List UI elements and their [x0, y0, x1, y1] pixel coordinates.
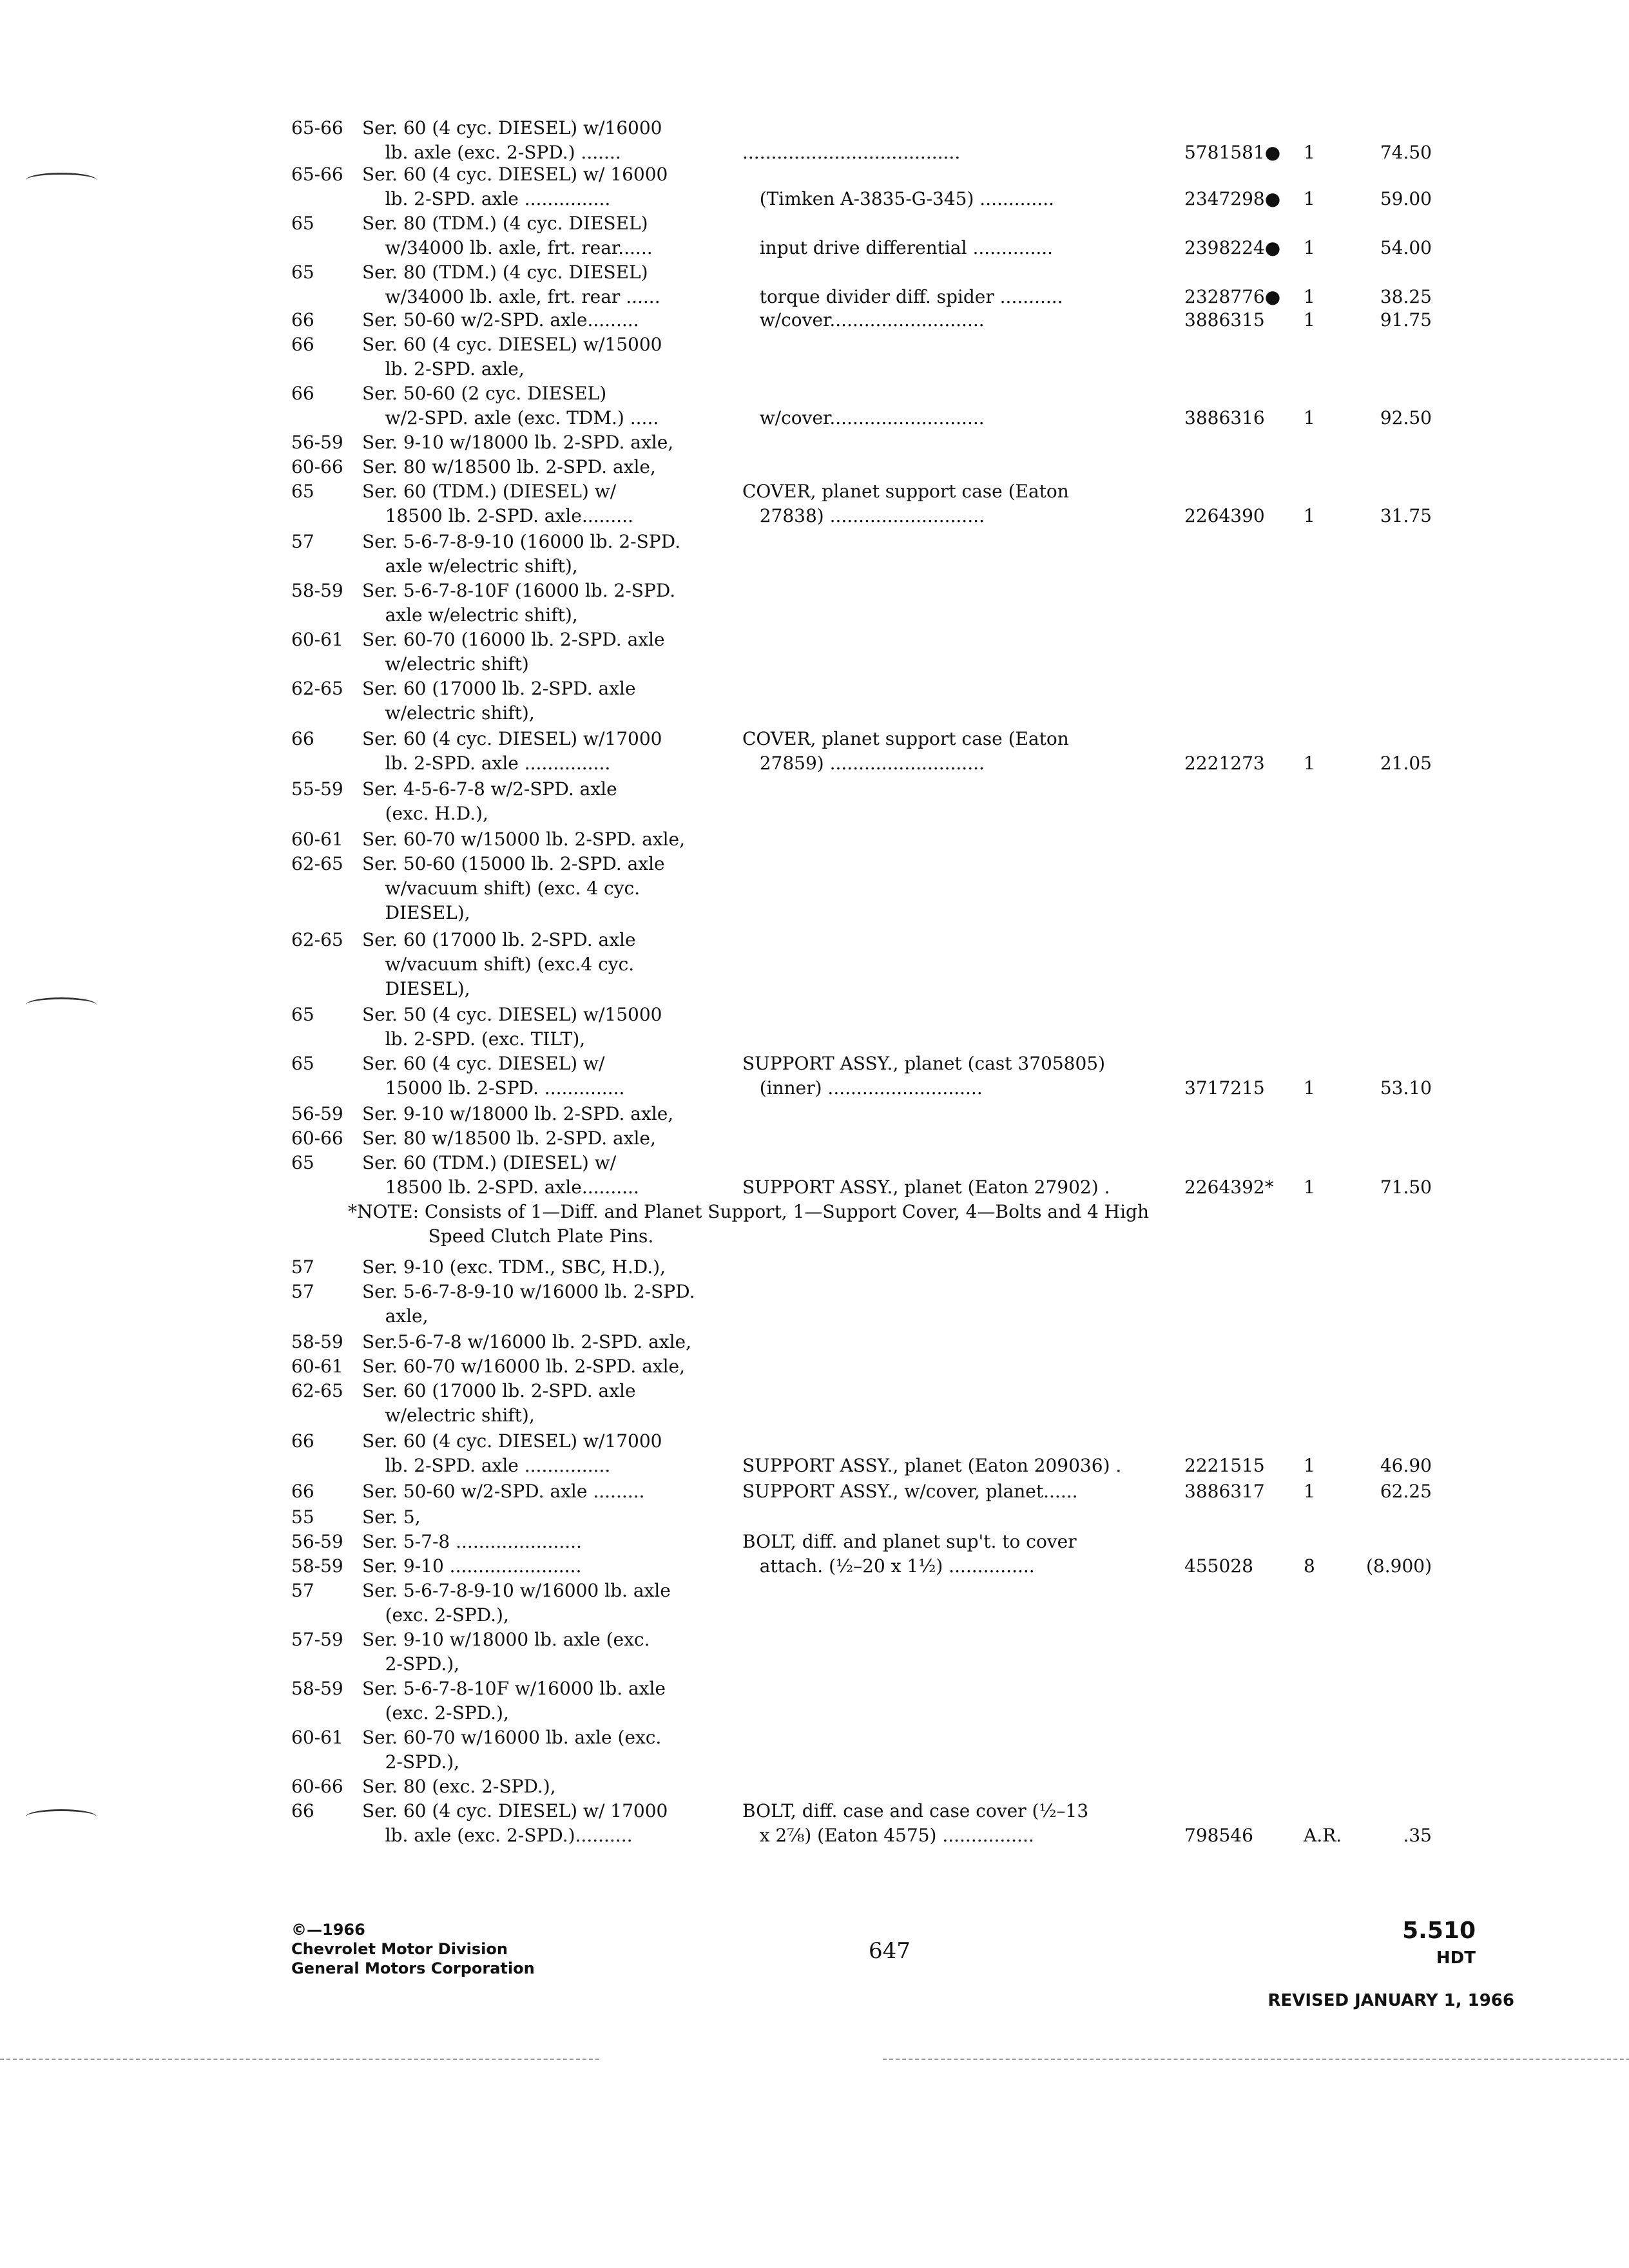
table-row: [0, 1175, 1629, 1200]
description-cell: SUPPORT ASSY., planet (Eaton 27902) .: [742, 1177, 1110, 1198]
application-cell: Ser.5-6-7-8 w/16000 lb. 2-SPD. axle,: [362, 1331, 692, 1352]
application-cell: Ser. 5-6-7-8-9-10 (16000 lb. 2-SPD.: [362, 531, 680, 552]
price-cell: 92.50: [1380, 407, 1432, 428]
application-cell: w/34000 lb. axle, frt. rear......: [362, 237, 653, 258]
table-row: [0, 977, 1629, 1001]
year-cell: 66: [291, 1430, 314, 1452]
application-cell: Ser. 5,: [362, 1506, 421, 1528]
note-line: [0, 1200, 1629, 1224]
year-cell: 58-59: [291, 1555, 343, 1577]
table-row: [0, 1330, 1629, 1354]
application-cell: 18500 lb. 2-SPD. axle.........: [362, 505, 633, 526]
table-row: [0, 1280, 1629, 1304]
part-number-cell: 2328776●: [1184, 286, 1281, 307]
price-cell: 54.00: [1380, 237, 1432, 258]
table-row: [0, 1479, 1629, 1504]
application-cell: lb. 2-SPD. axle ...............: [362, 188, 611, 209]
application-cell: Ser. 50-60 w/2-SPD. axle.........: [362, 309, 639, 331]
description-cell: (Timken A-3835-G-345) .............: [742, 188, 1054, 209]
table-row: [0, 1429, 1629, 1454]
price-cell: 62.25: [1380, 1481, 1432, 1502]
table-row: [0, 530, 1629, 554]
application-cell: (exc. 2-SPD.),: [362, 1604, 509, 1626]
application-cell: lb. 2-SPD. axle ...............: [362, 753, 611, 774]
application-cell: Ser. 4-5-6-7-8 w/2-SPD. axle: [362, 778, 617, 800]
application-cell: Ser. 60-70 w/16000 lb. axle (exc.: [362, 1727, 662, 1748]
year-cell: 65: [291, 1152, 314, 1173]
quantity-cell: 1: [1304, 753, 1315, 774]
part-number-cell: 798546: [1184, 1825, 1253, 1846]
application-cell: w/2-SPD. axle (exc. TDM.) .....: [362, 407, 659, 428]
application-cell: Ser. 50-60 (2 cyc. DIESEL): [362, 383, 607, 404]
year-cell: 57: [291, 531, 314, 552]
application-cell: Ser. 9-10 .......................: [362, 1555, 582, 1577]
copyright-division: Chevrolet Motor Division: [291, 1940, 508, 1958]
application-cell: lb. 2-SPD. axle,: [362, 358, 525, 380]
section-code: HDT: [1436, 1948, 1476, 1968]
price-cell: .35: [1403, 1825, 1432, 1846]
part-number-cell: 3717215: [1184, 1077, 1265, 1099]
description-cell: (inner) ...........................: [742, 1077, 983, 1099]
application-cell: Ser. 50-60 w/2-SPD. axle .........: [362, 1481, 645, 1502]
year-cell: 60-66: [291, 456, 343, 477]
year-cell: 66: [291, 309, 314, 331]
application-cell: 15000 lb. 2-SPD. ..............: [362, 1077, 625, 1099]
quantity-cell: 1: [1304, 286, 1315, 307]
description-cell: attach. (½–20 x 1½) ...............: [742, 1555, 1035, 1577]
application-cell: Ser. 60-70 w/16000 lb. 2-SPD. axle,: [362, 1356, 685, 1377]
part-number-cell: 2264390: [1184, 505, 1265, 526]
table-row: [0, 211, 1629, 236]
application-cell: Ser. 60 (17000 lb. 2-SPD. axle: [362, 678, 636, 699]
application-cell: w/34000 lb. axle, frt. rear ......: [362, 286, 660, 307]
part-number-cell: 5781581●: [1184, 142, 1281, 163]
table-row: [0, 1354, 1629, 1379]
year-cell: 55-59: [291, 778, 343, 800]
year-cell: 56-59: [291, 1103, 343, 1124]
description-cell: w/cover...........................: [742, 407, 985, 428]
application-cell: Ser. 80 (exc. 2-SPD.),: [362, 1776, 556, 1797]
description-cell: SUPPORT ASSY., planet (Eaton 209036) .: [742, 1455, 1122, 1476]
table-row: [0, 554, 1629, 579]
year-cell: 60-61: [291, 829, 343, 850]
table-row: [0, 777, 1629, 802]
table-row: [0, 455, 1629, 479]
application-cell: Ser. 60 (4 cyc. DIESEL) w/15000: [362, 334, 662, 355]
quantity-cell: 1: [1304, 407, 1315, 428]
table-row: [0, 504, 1629, 528]
table-row: [0, 727, 1629, 751]
table-row: [0, 1505, 1629, 1530]
year-cell: 58-59: [291, 1678, 343, 1699]
application-cell: axle w/electric shift),: [362, 604, 578, 626]
scan-edge-line: [0, 2059, 599, 2060]
application-cell: Ser. 60 (4 cyc. DIESEL) w/ 16000: [362, 164, 668, 185]
table-row: [0, 751, 1629, 776]
table-row: [0, 952, 1629, 977]
price-cell: 74.50: [1380, 142, 1432, 163]
part-number-cell: 2347298●: [1184, 188, 1281, 209]
application-cell: Ser. 50-60 (15000 lb. 2-SPD. axle: [362, 853, 665, 874]
table-row: [0, 1304, 1629, 1329]
description-cell: COVER, planet support case (Eaton: [742, 481, 1069, 502]
application-cell: Ser. 5-6-7-8-10F (16000 lb. 2-SPD.: [362, 580, 676, 601]
copyright-block: [291, 1920, 535, 1978]
year-cell: 62-65: [291, 929, 343, 950]
year-cell: 60-61: [291, 1727, 343, 1748]
table-row: [0, 1701, 1629, 1725]
description-cell: w/cover...........................: [742, 309, 985, 331]
table-row: [0, 1652, 1629, 1677]
application-cell: Ser. 60-70 w/15000 lb. 2-SPD. axle,: [362, 829, 685, 850]
application-cell: Ser. 60 (4 cyc. DIESEL) w/17000: [362, 1430, 662, 1452]
price-cell: 71.50: [1380, 1177, 1432, 1198]
table-row: [0, 1126, 1629, 1151]
part-number-cell: 2398224●: [1184, 237, 1281, 258]
table-row: [0, 628, 1629, 652]
table-row: [0, 285, 1629, 309]
table-row: [0, 928, 1629, 952]
application-cell: 18500 lb. 2-SPD. axle..........: [362, 1177, 639, 1198]
part-number-cell: 3886315: [1184, 309, 1265, 331]
year-cell: 65: [291, 481, 314, 502]
table-row: [0, 332, 1629, 357]
description-cell: SUPPORT ASSY., planet (cast 3705805): [742, 1053, 1106, 1074]
table-row: [0, 1774, 1629, 1799]
application-cell: Ser. 60 (17000 lb. 2-SPD. axle: [362, 1380, 636, 1401]
table-row: [0, 677, 1629, 701]
application-cell: axle,: [362, 1305, 429, 1327]
year-cell: 57: [291, 1580, 314, 1601]
application-cell: lb. 2-SPD. axle ...............: [362, 1455, 611, 1476]
page-number: 647: [869, 1938, 911, 1964]
year-cell: 62-65: [291, 678, 343, 699]
year-cell: 66: [291, 1481, 314, 1502]
year-cell: 60-61: [291, 1356, 343, 1377]
price-cell: 21.05: [1380, 753, 1432, 774]
table-row: [0, 1579, 1629, 1603]
application-cell: (exc. H.D.),: [362, 803, 488, 824]
table-row: [0, 1052, 1629, 1076]
description-cell: x 2⅞) (Eaton 4575) ................: [742, 1825, 1034, 1846]
application-cell: 2-SPD.),: [362, 1751, 460, 1773]
table-row: [0, 827, 1629, 852]
table-row: [0, 308, 1629, 332]
year-cell: 57: [291, 1256, 314, 1278]
application-cell: Ser. 60 (TDM.) (DIESEL) w/: [362, 481, 617, 502]
description-cell: BOLT, diff. and planet sup't. to cover: [742, 1531, 1077, 1552]
note-text: Speed Clutch Plate Pins.: [348, 1225, 654, 1247]
year-cell: 60-61: [291, 629, 343, 650]
year-cell: 66: [291, 334, 314, 355]
part-number-cell: 3886316: [1184, 407, 1265, 428]
application-cell: Ser. 5-6-7-8-10F w/16000 lb. axle: [362, 1678, 666, 1699]
table-row: [0, 1076, 1629, 1100]
table-row: [0, 479, 1629, 504]
note-text: *NOTE: Consists of 1—Diff. and Planet Support, 1—Support Cover, 4—Bolts and 4 High: [348, 1201, 1149, 1222]
table-row: [0, 1628, 1629, 1652]
table-row: [0, 162, 1629, 187]
table-row: [0, 1027, 1629, 1052]
application-cell: Ser. 9-10 w/18000 lb. 2-SPD. axle,: [362, 432, 674, 453]
quantity-cell: 1: [1304, 1077, 1315, 1099]
quantity-cell: 1: [1304, 188, 1315, 209]
table-row: [0, 187, 1629, 211]
year-cell: 57: [291, 1281, 314, 1302]
application-cell: Ser. 80 w/18500 lb. 2-SPD. axle,: [362, 1128, 656, 1149]
table-row: [0, 116, 1629, 140]
section-number: 5.510: [1402, 1917, 1476, 1944]
year-cell: 57-59: [291, 1629, 343, 1650]
table-row: [0, 1530, 1629, 1554]
quantity-cell: 1: [1304, 309, 1315, 331]
part-number-cell: 2221273: [1184, 753, 1265, 774]
table-row: [0, 1454, 1629, 1478]
price-cell: 91.75: [1380, 309, 1432, 331]
application-cell: w/electric shift),: [362, 1405, 535, 1426]
year-cell: 65-66: [291, 164, 343, 185]
table-row: [0, 357, 1629, 381]
year-cell: 60-66: [291, 1128, 343, 1149]
table-row: [0, 140, 1629, 165]
year-cell: 65: [291, 1004, 314, 1025]
price-cell: (8.900): [1365, 1555, 1432, 1577]
year-cell: 65: [291, 262, 314, 283]
application-cell: Ser. 9-10 (exc. TDM., SBC, H.D.),: [362, 1256, 666, 1278]
table-row: [0, 430, 1629, 455]
table-row: [0, 260, 1629, 285]
application-cell: Ser. 60 (4 cyc. DIESEL) w/: [362, 1053, 605, 1074]
application-cell: 2-SPD.),: [362, 1653, 460, 1675]
application-cell: Ser. 60 (4 cyc. DIESEL) w/16000: [362, 117, 662, 139]
application-cell: Ser. 60 (TDM.) (DIESEL) w/: [362, 1152, 617, 1173]
table-row: [0, 652, 1629, 677]
year-cell: 66: [291, 383, 314, 404]
price-cell: 53.10: [1380, 1077, 1432, 1099]
price-cell: 46.90: [1380, 1455, 1432, 1476]
table-row: [0, 852, 1629, 876]
year-cell: 60-66: [291, 1776, 343, 1797]
part-number-cell: 3886317: [1184, 1481, 1265, 1502]
application-cell: DIESEL),: [362, 978, 470, 999]
table-row: [0, 1255, 1629, 1280]
revision-date: REVISED JANUARY 1, 1966: [1268, 1991, 1514, 2010]
application-cell: Ser. 60 (4 cyc. DIESEL) w/ 17000: [362, 1800, 668, 1821]
table-row: [0, 901, 1629, 925]
application-cell: Ser. 5-7-8 ......................: [362, 1531, 582, 1552]
year-cell: 65: [291, 213, 314, 234]
year-cell: 58-59: [291, 580, 343, 601]
quantity-cell: 1: [1304, 237, 1315, 258]
price-cell: 59.00: [1380, 188, 1432, 209]
table-row: [0, 1379, 1629, 1403]
application-cell: Ser. 5-6-7-8-9-10 w/16000 lb. axle: [362, 1580, 671, 1601]
quantity-cell: A.R.: [1304, 1825, 1342, 1846]
quantity-cell: 1: [1304, 1177, 1315, 1198]
description-cell: 27838) ...........................: [742, 505, 985, 526]
application-cell: Ser. 50 (4 cyc. DIESEL) w/15000: [362, 1004, 662, 1025]
description-cell: SUPPORT ASSY., w/cover, planet......: [742, 1481, 1078, 1502]
description-cell: input drive differential ..............: [742, 237, 1054, 258]
table-row: [0, 406, 1629, 430]
quantity-cell: 1: [1304, 1455, 1315, 1476]
application-cell: Ser. 80 w/18500 lb. 2-SPD. axle,: [362, 456, 656, 477]
application-cell: lb. axle (exc. 2-SPD.) .......: [362, 142, 621, 163]
table-row: [0, 1823, 1629, 1848]
description-cell: 27859) ...........................: [742, 753, 985, 774]
part-number-cell: 2264392*: [1184, 1177, 1274, 1198]
application-cell: w/electric shift),: [362, 702, 535, 724]
application-cell: DIESEL),: [362, 902, 470, 923]
year-cell: 62-65: [291, 1380, 343, 1401]
application-cell: Ser. 9-10 w/18000 lb. axle (exc.: [362, 1629, 650, 1650]
table-row: [0, 236, 1629, 260]
year-cell: 65: [291, 1053, 314, 1074]
application-cell: Ser. 60 (4 cyc. DIESEL) w/17000: [362, 728, 662, 749]
year-cell: 66: [291, 728, 314, 749]
application-cell: Ser. 60-70 (16000 lb. 2-SPD. axle: [362, 629, 665, 650]
description-cell: COVER, planet support case (Eaton: [742, 728, 1069, 749]
application-cell: Ser. 80 (TDM.) (4 cyc. DIESEL): [362, 213, 648, 234]
description-cell: BOLT, diff. case and case cover (½–13: [742, 1800, 1089, 1821]
application-cell: Ser. 5-6-7-8-9-10 w/16000 lb. 2-SPD.: [362, 1281, 695, 1302]
table-row: [0, 1003, 1629, 1027]
year-cell: 55: [291, 1506, 314, 1528]
copyright-corporation: General Motors Corporation: [291, 1959, 535, 1977]
application-cell: Ser. 9-10 w/18000 lb. 2-SPD. axle,: [362, 1103, 674, 1124]
scan-edge-line: [883, 2059, 1629, 2060]
price-cell: 31.75: [1380, 505, 1432, 526]
table-row: [0, 1799, 1629, 1823]
year-cell: 56-59: [291, 432, 343, 453]
year-cell: 62-65: [291, 853, 343, 874]
part-number-cell: 455028: [1184, 1555, 1253, 1577]
application-cell: (exc. 2-SPD.),: [362, 1702, 509, 1724]
note-line: [0, 1224, 1629, 1249]
table-row: [0, 802, 1629, 826]
year-cell: 66: [291, 1800, 314, 1821]
table-row: [0, 1151, 1629, 1175]
application-cell: lb. axle (exc. 2-SPD.)..........: [362, 1825, 633, 1846]
table-row: [0, 701, 1629, 726]
table-row: [0, 1403, 1629, 1428]
quantity-cell: 1: [1304, 142, 1315, 163]
binder-hole-mark: [26, 997, 97, 1012]
year-cell: 58-59: [291, 1331, 343, 1352]
table-row: [0, 1750, 1629, 1774]
table-row: [0, 1102, 1629, 1126]
part-number-cell: 2221515: [1184, 1455, 1265, 1476]
application-cell: axle w/electric shift),: [362, 555, 578, 577]
application-cell: Ser. 60 (17000 lb. 2-SPD. axle: [362, 929, 636, 950]
table-row: [0, 1603, 1629, 1628]
application-cell: w/vacuum shift) (exc. 4 cyc.: [362, 878, 641, 899]
year-cell: 56-59: [291, 1531, 343, 1552]
binder-hole-mark: [26, 1809, 97, 1824]
application-cell: Ser. 80 (TDM.) (4 cyc. DIESEL): [362, 262, 648, 283]
table-row: [0, 1677, 1629, 1701]
table-row: [0, 1725, 1629, 1750]
table-row: [0, 876, 1629, 901]
description-cell: ......................................: [742, 142, 961, 163]
application-cell: w/electric shift): [362, 653, 529, 675]
table-row: [0, 579, 1629, 603]
table-row: [0, 381, 1629, 406]
price-cell: 38.25: [1380, 286, 1432, 307]
description-cell: torque divider diff. spider ...........: [742, 286, 1063, 307]
table-row: [0, 603, 1629, 628]
binder-hole-mark: [26, 173, 97, 187]
quantity-cell: 8: [1304, 1555, 1315, 1577]
year-cell: 65-66: [291, 117, 343, 139]
application-cell: lb. 2-SPD. (exc. TILT),: [362, 1028, 586, 1050]
table-row: [0, 1554, 1629, 1579]
quantity-cell: 1: [1304, 1481, 1315, 1502]
copyright-year: ©—1966: [291, 1921, 365, 1939]
quantity-cell: 1: [1304, 505, 1315, 526]
application-cell: w/vacuum shift) (exc.4 cyc.: [362, 954, 635, 975]
